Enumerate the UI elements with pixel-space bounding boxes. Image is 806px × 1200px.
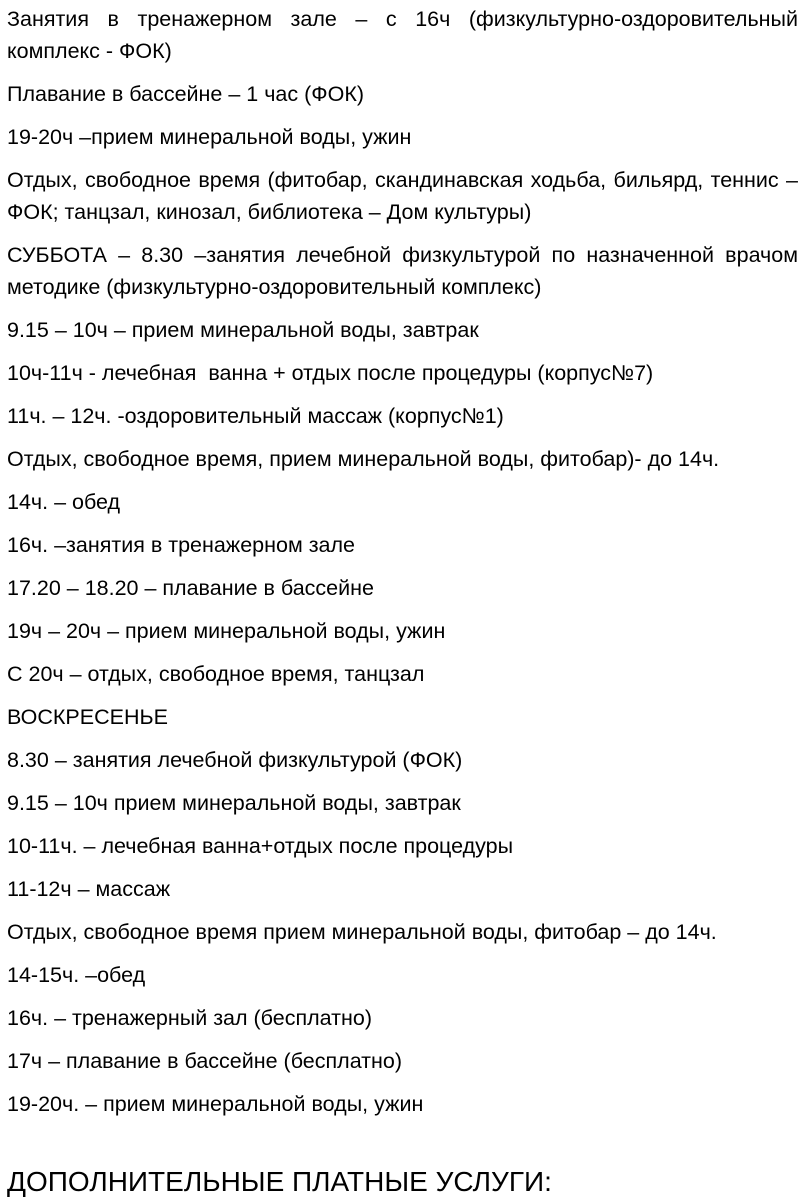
additional-paid-services-heading: ДОПОЛНИТЕЛЬНЫЕ ПЛАТНЫЕ УСЛУГИ: xyxy=(7,1166,552,1197)
schedule-line-sun-gym: 16ч. – тренажерный зал (бесплатно) xyxy=(7,1006,372,1030)
schedule-line-sun-leisure: Отдых, свободное время прием минеральной воды, фитобар – до 14ч. xyxy=(7,920,717,944)
schedule-line-sat-bath: 10ч-11ч - лечебная ванна + отдых после процедуры (корпус№7) xyxy=(7,361,654,385)
schedule-line-sun-exercise: 8.30 – занятия лечебной физкультурой (ФОК) xyxy=(7,748,463,772)
schedule-line-sun-dinner: 19-20ч. – прием минеральной воды, ужин xyxy=(7,1092,424,1116)
schedule-line-sun-lunch: 14-15ч. –обед xyxy=(7,963,146,987)
schedule-line-sun-pool: 17ч – плавание в бассейне (бесплатно) xyxy=(7,1049,403,1073)
schedule-line-sat-evening: С 20ч – отдых, свободное время, танцзал xyxy=(7,662,425,686)
schedule-line-sat-dinner: 19ч – 20ч – прием минеральной воды, ужин xyxy=(7,619,446,643)
schedule-line-sun-breakfast: 9.15 – 10ч прием минеральной воды, завтрак xyxy=(7,791,461,815)
schedule-line-19-20-dinner: 19-20ч –прием минеральной воды, ужин xyxy=(7,125,412,149)
schedule-line-sat-massage: 11ч. – 12ч. -оздоровительный массаж (корпус№1) xyxy=(7,404,504,428)
sunday-heading: ВОСКРЕСЕНЬЕ xyxy=(7,705,168,729)
schedule-line-pool-1h: Плавание в бассейне – 1 час (ФОК) xyxy=(7,82,365,106)
schedule-line-sun-massage: 11-12ч – массаж xyxy=(7,877,171,901)
schedule-line-sat-pool: 17.20 – 18.20 – плавание в бассейне xyxy=(7,576,374,600)
schedule-line-sat-leisure: Отдых, свободное время, прием минеральной воды, фитобар)- до 14ч. xyxy=(7,447,720,471)
schedule-line-sun-bath: 10-11ч. – лечебная ванна+отдых после процедуры xyxy=(7,834,514,858)
schedule-line-sat-breakfast: 9.15 – 10ч – прием минеральной воды, завтрак xyxy=(7,318,479,342)
saturday-heading-line: СУББОТА – 8.30 –занятия лечебной физкультурой по назначенной врачом методике (физкультурно-оздоровительный комплекс) xyxy=(7,243,804,299)
schedule-line-gym-from-16: Занятия в тренажерном зале – с 16ч (физкультурно-оздоровительный комплекс - ФОК) xyxy=(7,7,804,63)
schedule-line-sat-gym: 16ч. –занятия в тренажерном зале xyxy=(7,533,356,557)
schedule-line-sat-lunch: 14ч. – обед xyxy=(7,490,121,514)
schedule-line-leisure-facilities: Отдых, свободное время (фитобар, скандинавская ходьба, бильярд, теннис – ФОК; танцзал, кинозал, библиотека – Дом культуры) xyxy=(7,168,804,224)
